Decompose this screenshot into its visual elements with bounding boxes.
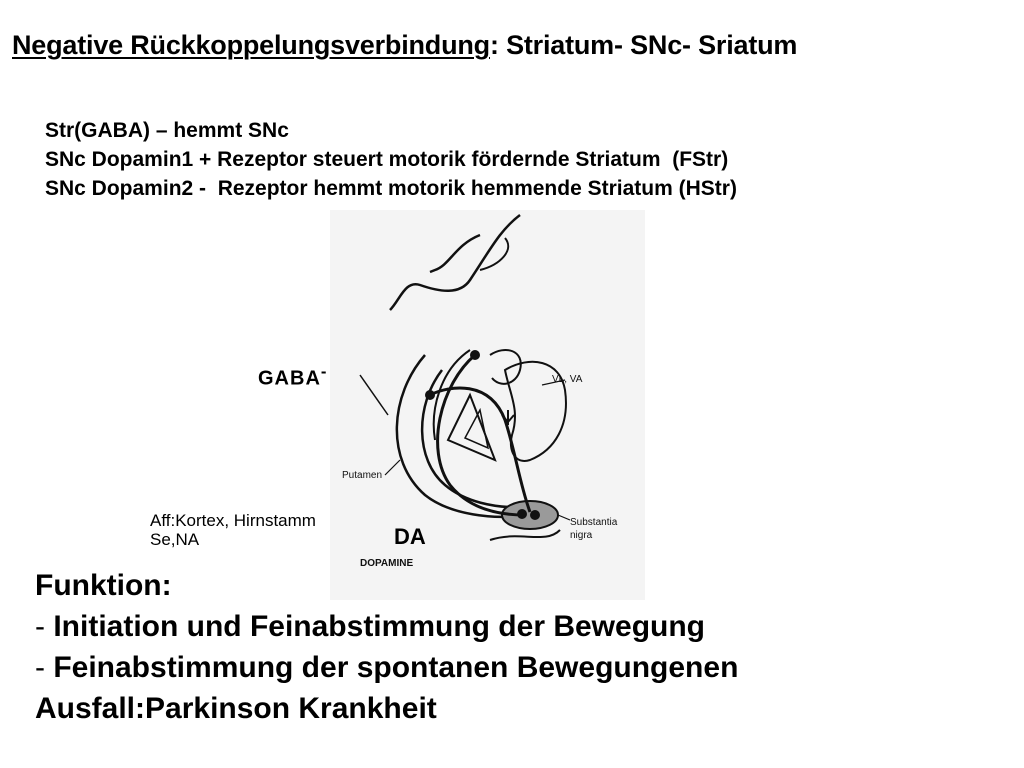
bullet-dash: -: [35, 610, 54, 643]
neuron-soma: [425, 390, 435, 400]
gaba-text: GABA: [258, 367, 321, 390]
function-section: [35, 565, 738, 729]
mechanism-line: Str(GABA) – hemmt SNc: [45, 119, 289, 142]
putamen-label: Putamen: [342, 470, 383, 481]
title-rest: : Striatum- SNc- Sriatum: [489, 30, 798, 60]
afferents-line: Aff:Kortex, Hirnstamm: [150, 511, 316, 530]
da-label: DA: [394, 524, 426, 549]
vl-va-label: VL, VA: [552, 374, 583, 385]
gaba-inhibitory-sign: -: [320, 362, 328, 381]
dopamine-label: DOPAMINE: [360, 558, 414, 569]
neuron-soma: [470, 350, 480, 360]
substantia-label: Substantia: [570, 517, 618, 528]
failure-line: Ausfall:Parkinson Krankheit: [35, 692, 437, 725]
bullet-dash: -: [35, 651, 54, 684]
neuron-soma: [530, 510, 540, 520]
function-item: [35, 606, 738, 647]
title-underlined-part: Negative Rückkoppelungsverbindung: [12, 30, 490, 60]
mechanism-line: SNc Dopamin1 + Rezeptor steuert motorik fördernde Striatum (FStr): [45, 148, 729, 171]
neuron-soma: [517, 509, 527, 519]
gaba-label: [258, 362, 327, 391]
afferents-line: Se,NA: [150, 530, 200, 549]
slide-title: [12, 30, 797, 61]
function-item-text: Feinabstimmung der spontanen Bewegungenen: [53, 651, 739, 684]
diagram-drawing: [330, 210, 645, 600]
function-item-text: Initiation und Feinabstimmung der Bewegung: [53, 610, 705, 643]
basal-ganglia-diagram: [330, 210, 645, 600]
function-item: [35, 647, 738, 688]
mechanism-list: [45, 116, 737, 203]
mechanism-line: SNc Dopamin2 - Rezeptor hemmt motorik hemmende Striatum (HStr): [45, 177, 737, 200]
function-heading: Funktion:: [35, 569, 172, 602]
afferents-label: [150, 511, 316, 549]
nigra-label: nigra: [570, 530, 593, 541]
